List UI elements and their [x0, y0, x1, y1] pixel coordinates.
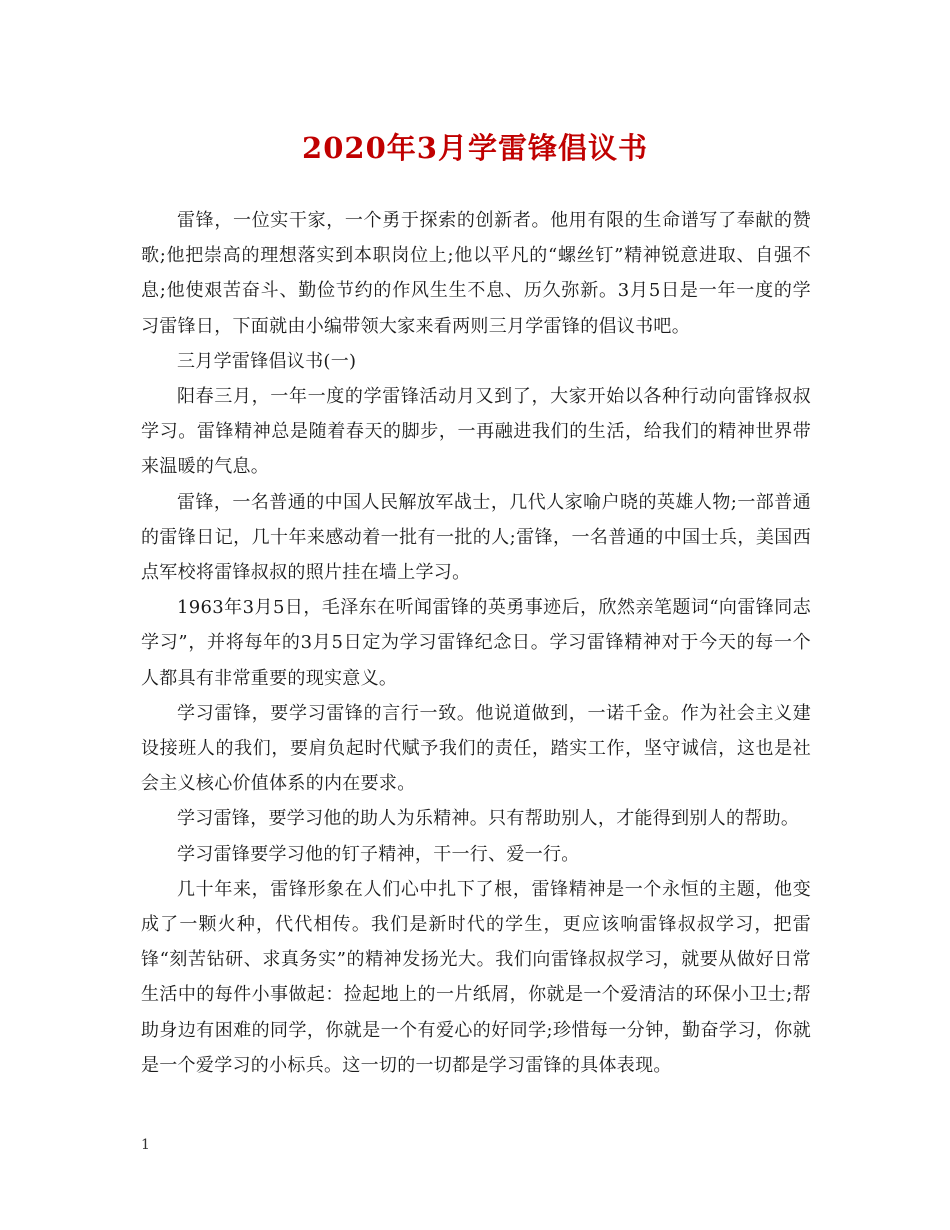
paragraph: 1963年3月5日，毛泽东在听闻雷锋的英勇事迹后，欣然亲笔题词“向雷锋同志学习”，并将每年的3月5日定为学习雷锋纪念日。学习雷锋精神对于今天的每一个人都具有非常重要的现实意义。 [141, 597, 811, 689]
document-title: 2020年3月学雷锋倡议书 [302, 131, 648, 165]
paragraph: 学习雷锋要学习他的钉子精神，干一行、爱一行。 [177, 843, 580, 865]
paragraph-intro: 雷锋，一位实干家，一个勇于探索的创新者。他用有限的生命谱写了奉献的赞歌;他把崇高的理想落实到本职岗位上;他以平凡的“螺丝钉”精神锐意进取、自强不息;他使艰苦奋斗、勤俭节约的作风生生不息、历久弥新。3月5日是一年一度的学习雷锋日，下面就由小编带领大家来看两则三月学雷锋的倡议书吧。 [141, 210, 811, 337]
paragraph: 雷锋，一名普通的中国人民解放军战士，几代人家喻户晓的英雄人物;一部普通的雷锋日记，几十年来感动着一批有一批的人;雷锋，一名普通的中国士兵，美国西点军校将雷锋叔叔的照片挂在墙上学习。 [141, 491, 811, 584]
paragraph: 阳春三月，一年一度的学雷锋活动月又到了，大家开始以各种行动向雷锋叔叔学习。雷锋精神总是随着春天的脚步，一再融进我们的生活，给我们的精神世界带来温暖的气息。 [141, 386, 811, 478]
section-heading: 三月学雷锋倡议书(一) [177, 350, 357, 372]
paragraph: 学习雷锋，要学习雷锋的言行一致。他说道做到，一诺千金。作为社会主义建设接班人的我们，要肩负起时代赋予我们的责任，踏实工作，坚守诚信，这也是社会主义核心价值体系的内在要求。 [141, 702, 811, 795]
document-body [141, 203, 811, 1083]
page-number: 1 [141, 1137, 150, 1153]
paragraph: 几十年来，雷锋形象在人们心中扎下了根，雷锋精神是一个永恒的主题，他变成了一颗火种，代代相传。我们是新时代的学生，更应该响雷锋叔叔学习，把雷锋“刻苦钻研、求真务实”的精神发扬光大。我们向雷锋叔叔学习，就要从做好日常生活中的每件小事做起：捡起地上的一片纸屑，你就是一个爱清洁的环保小卫士;帮助身边有困难的同学，你就是一个有爱心的好同学;珍惜每一分钟，勤奋学习，你就是一个爱学习的小标兵。这一切的一切都是学习雷锋的具体表现。 [141, 878, 811, 1076]
paragraph: 学习雷锋，要学习他的助人为乐精神。只有帮助别人，才能得到别人的帮助。 [177, 808, 800, 830]
